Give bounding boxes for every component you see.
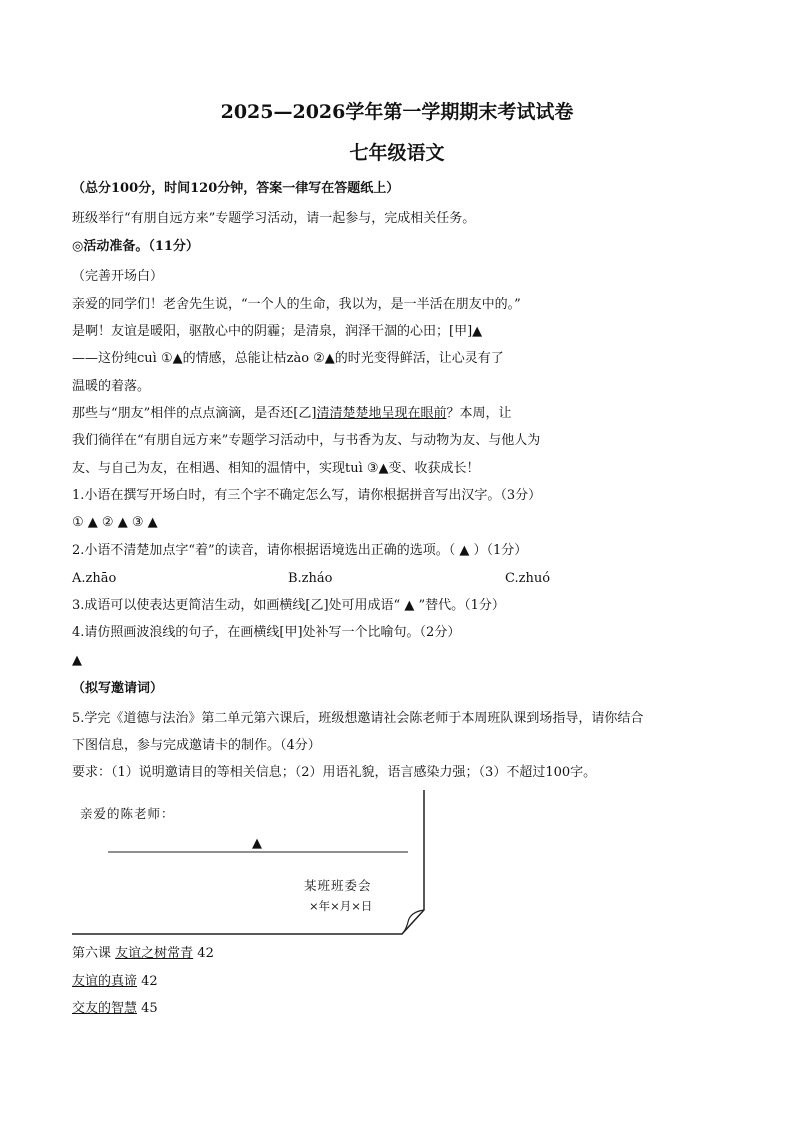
toc-2-page: 42 bbox=[141, 974, 158, 989]
toc-1-prefix: 第六课 bbox=[72, 946, 116, 961]
question-4-answer-blank: ▲ bbox=[72, 653, 82, 668]
opening-para-5-start: 那些与“朋友”相伴的点点滴滴，是否还[乙] bbox=[72, 406, 317, 421]
toc-line-3 bbox=[72, 1000, 158, 1018]
exam-title: 2025—2026学年第一学期期末考试试卷 bbox=[220, 101, 574, 123]
toc-3-page: 45 bbox=[141, 1001, 158, 1016]
opening-para-6: 我们徜徉在“有朋自远方来”专题学习活动中，与书香为友、与动物为友、与他人为 bbox=[72, 433, 541, 448]
card-date: ×年×月×日 bbox=[309, 899, 373, 913]
card-signer: 某班班委会 bbox=[304, 878, 372, 893]
question-5-requirements: 要求：（1）说明邀请目的等相关信息；（2）用语礼貌，语言感染力强；（3）不超过100字。 bbox=[72, 765, 597, 780]
section1-subheading: （完善开场白） bbox=[72, 269, 164, 284]
opening-para-7: 友、与自己为友，在相遇、相知的温情中，实现tuì ③▲变、收获成长！ bbox=[72, 461, 480, 476]
opening-para-2: 是啊！友谊是暖阳，驱散心中的阴霾；是清泉，润泽干涸的心田；[甲]▲ bbox=[72, 324, 483, 339]
toc-1-page: 42 bbox=[197, 946, 214, 961]
toc-1-title: 友谊之树常青 bbox=[115, 946, 194, 961]
question-5-line-1: 5.学完《道德与法治》第二单元第六课后，班级想邀请社会陈老师于本周班队课到场指导，请你结合 bbox=[72, 711, 644, 726]
underlined-phrase-yi: 清清楚楚地呈现在眼前 bbox=[316, 406, 447, 421]
opening-para-4: 温暖的着落。 bbox=[72, 379, 151, 394]
toc-3-title: 交友的智慧 bbox=[72, 1001, 138, 1016]
section1-heading: ◎活动准备。（11分） bbox=[72, 239, 199, 254]
intro-text: 班级举行“有朋自远方来”专题学习活动，请一起参与，完成相关任务。 bbox=[72, 211, 476, 226]
question-5-line-2: 下图信息，参与完成邀请卡的制作。（4分） bbox=[72, 738, 321, 753]
exam-note: （总分100分，时间120分钟，答案一律写在答题纸上） bbox=[72, 181, 400, 196]
section2-heading: （拟写邀请词） bbox=[72, 681, 164, 696]
exam-subtitle: 七年级语文 bbox=[349, 142, 445, 164]
card-greeting: 亲爱的陈老师： bbox=[80, 806, 175, 821]
card-answer-blank: ▲ bbox=[252, 836, 262, 851]
invitation-card bbox=[72, 790, 428, 938]
question-1: 1.小语在撰写开场白时，有三个字不确定怎么写，请你根据拼音写出汉字。（3分） bbox=[72, 488, 542, 503]
opening-para-5 bbox=[72, 405, 511, 423]
toc-2-title: 友谊的真谛 bbox=[72, 974, 138, 989]
toc-line-1 bbox=[72, 945, 214, 963]
opening-para-5-end: ？本周，让 bbox=[446, 406, 512, 421]
opening-para-3: ——这份纯cuì ①▲的情感，总能让枯zào ②▲的时光变得鲜活，让心灵有了 bbox=[72, 351, 504, 366]
question-1-answer-blanks: ① ▲ ② ▲ ③ ▲ bbox=[72, 515, 158, 530]
option-b: B.zháo bbox=[288, 571, 333, 586]
option-a: A.zhāo bbox=[72, 571, 117, 586]
option-c: C.zhuó bbox=[505, 571, 551, 586]
question-3: 3.成语可以使表达更简洁生动，如画横线[乙]处可用成语“ ▲ ”替代。（1分） bbox=[72, 598, 505, 613]
opening-para-1: 亲爱的同学们！老舍先生说，“一个人的生命，我以为，是一半活在朋友中的。” bbox=[72, 297, 521, 312]
question-4: 4.请仿照画波浪线的句子，在画横线[甲]处补写一个比喻句。（2分） bbox=[72, 625, 461, 640]
toc-line-2 bbox=[72, 973, 158, 991]
question-2: 2.小语不清楚加点字“着”的读音，请你根据语境选出正确的选项。（ ▲ ）（1分） bbox=[72, 543, 528, 558]
